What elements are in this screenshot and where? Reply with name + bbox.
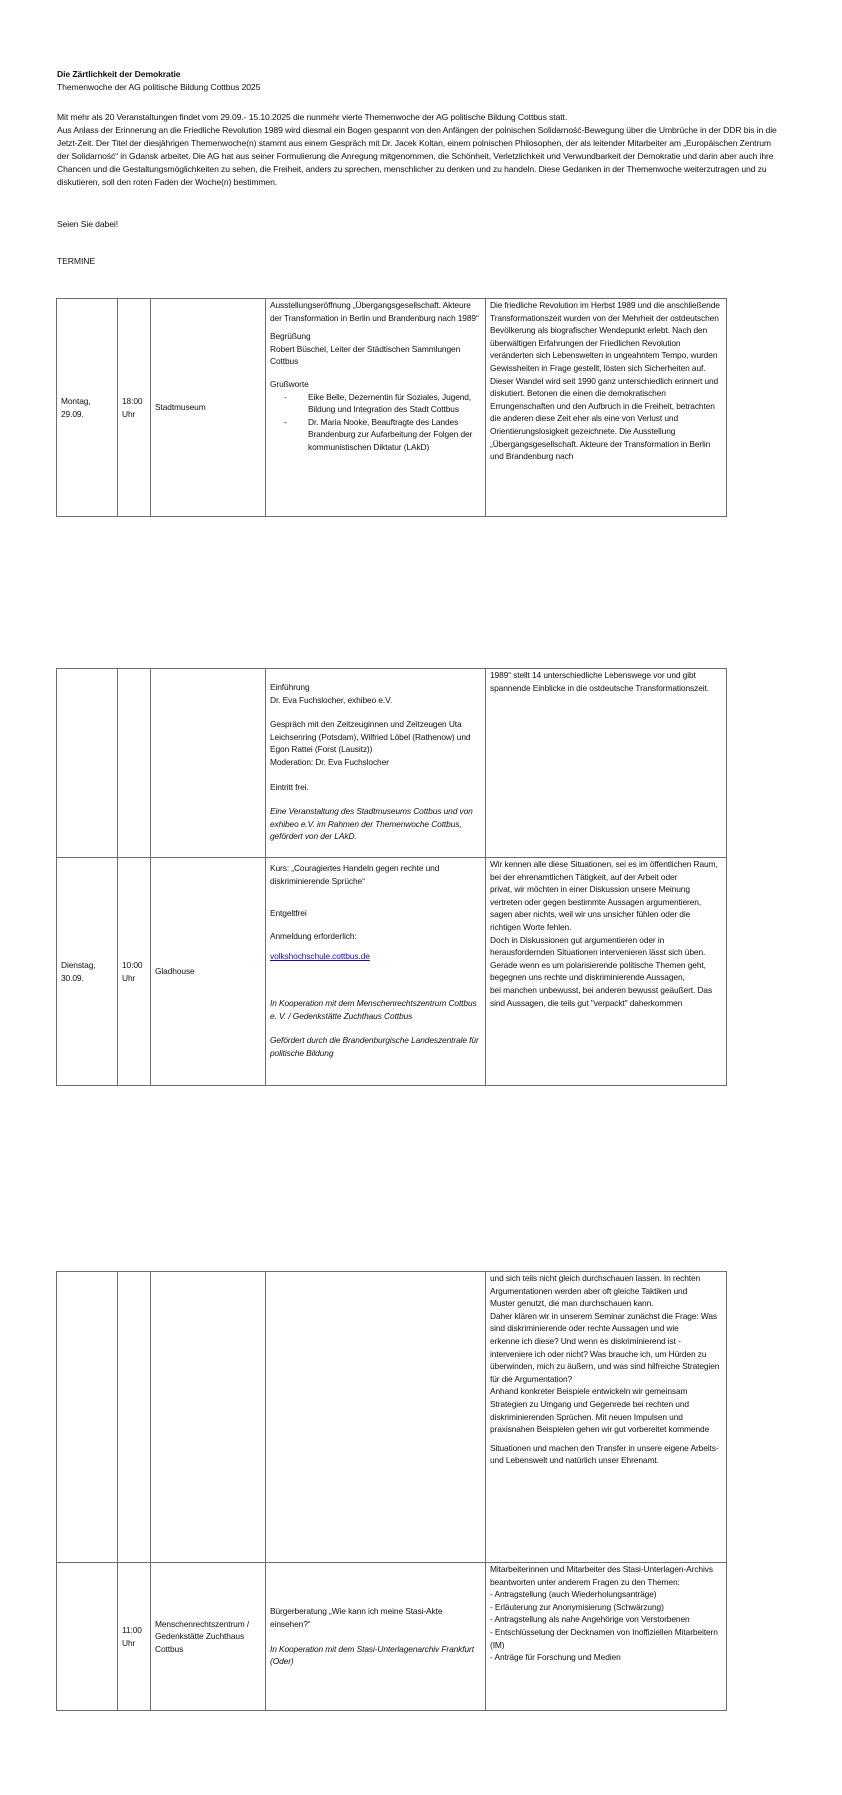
table-row xyxy=(57,1272,727,1563)
event-time: 18:00 Uhr xyxy=(118,299,151,517)
event-title: Ausstellungseröffnung „Übergangsgesellschaft. Akteure der Transformation in Berlin und Brandenburg nach 1989“ xyxy=(270,300,479,323)
event-day: Dienstag, 30.09. xyxy=(57,858,118,1086)
greeting-label: Begrüßung xyxy=(270,331,311,342)
table-row xyxy=(57,669,727,858)
words-label: Grußworte xyxy=(270,378,309,389)
schedule-table-part-2 xyxy=(56,668,727,1086)
event-location-empty xyxy=(151,669,266,858)
event-location: Gladhouse xyxy=(151,858,266,1086)
event-day-empty xyxy=(57,1272,118,1563)
talk-text: Gespräch mit den Zeitzeuginnen und Zeitzeugen Uta Leichsenring (Potsdam), Wilfried Löbel (Rathenow) und Egon Rattei (Forst (Lausitz)) xyxy=(270,719,471,755)
funding-note: Gefördert durch die Brandenburgische Landeszentrale für politische Bildung xyxy=(270,1035,479,1058)
event-title: Kurs: „Couragiertes Handeln gegen rechte und diskriminierende Sprüche“ xyxy=(270,863,440,886)
section-heading-termine: TERMINE xyxy=(57,256,95,266)
moderation-text: Moderation: Dr. Eva Fuchslocher xyxy=(270,756,389,767)
event-location-empty xyxy=(151,1272,266,1563)
intro-person: Dr. Eva Fuchslocher, exhibeo e.V. xyxy=(270,694,393,705)
intro-paragraph: Mit mehr als 20 Veranstaltungen findet vom 29.09.- 15.10.2025 die nunmehr vierte Themenwoche der AG politische Bildung Cottbus statt. Aus Anlass der Erinnerung an die Friedliche Revolution 1989 wird diesmal ein Bogen gespannt von den Anfängen der polnischen Solidarność-Bewegung über die Umbrüche in der DDR bis in die Jetzt-Zeit. Der Titel der diesjährigen Themenwoche(n) stammt aus einem Gespräch mit Dr. Jacek Koltan, einem polnischen Philosophen, der als leitender Mitarbeiter am „Europäischen Zentrum der Solidarność“ in Gdansk arbeitet. Die AG hat aus seiner Formulierung die Anregung mitgenommen, die Schönheit, Verletzlichkeit und Verwundbarkeit der Demokratie und darin aber auch ihre Chancen und die Gestaltungsmöglichkeiten zu sehen, die Freiheit, anders zu sprechen, menschlicher zu denken und zu handeln. Diese Gedanken in der Themenwoche weiterzutragen und zu diskutieren, soll den roten Faden der Woche(n) bestimmen. xyxy=(57,112,777,187)
table-row xyxy=(57,1563,727,1711)
list-item: - Dr. Maria Nooke, Beauftragte des Landes Brandenburg zur Aufarbeitung der Folgen der kommunistischen Diktatur (LAkD) xyxy=(308,416,481,454)
intro-label: Einführung xyxy=(270,682,310,692)
event-description: Die friedliche Revolution im Herbst 1989 und die anschließende Transformationszeit wurden von der Mehrheit der ostdeutschen Bevölkerung als biografischer Wendepunkt erlebt. Nach den überwältigen Erfahrungen der Friedlichen Revolution veränderten sich Lebenswelten in ungeahntem Tempo, wurden Gewissheiten in Frage gestellt, lösten sich Sicherheiten auf. Dieser Wandel wird seit 1990 ganz unterschiedlich erinnert und diskutiert. Betonen die einen die demokratischen Errungenschaften und den Aufbruch in die Freiheit, betrachten die anderen diese Zeit eher als eine von Verlust und Orientierungslosigkeit gezeichnete. Die Ausstellung „Übergangsgesellschaft. Akteure der Transformation in Berlin und Brandenburg nach xyxy=(486,299,727,517)
registration-text: Anmeldung erforderlich: xyxy=(270,930,357,941)
event-details-empty xyxy=(266,1272,486,1563)
document-header xyxy=(57,68,777,94)
document-title: Die Zärtlichkeit der Demokratie xyxy=(57,69,181,79)
event-description xyxy=(486,1272,727,1563)
event-time: 10:00 Uhr xyxy=(118,858,151,1086)
event-details xyxy=(266,1563,486,1711)
schedule-table-part-1 xyxy=(56,298,727,517)
call-to-action: Seien Sie dabei! xyxy=(57,219,118,229)
event-description: Wir kennen alle diese Situationen, sei es im öffentlichen Raum, bei der ehrenamtlichen Tätigkeit, auf der Arbeit oder privat, wir möchten in einer Diskussion unsere Meinung vertreten oder gegen bestimmte Aussagen argumentieren, sagen aber nichts, weil wir uns unsicher fühlen oder die richtigen Worte fehlen. Doch in Diskussionen gut argumentieren oder in herausfordernden Situationen intervenieren lässt sich üben. Gerade wenn es um polarisierende politische Themen geht, begegnen uns rechte und diskriminierende Aussagen, bei manchen unbewusst, bei anderen bewusst geäußert. Das sind Aussagen, die teils gut "verpackt" daherkommen xyxy=(486,858,727,1086)
description-part-3: Situationen und machen den Transfer in unsere eigene Arbeits- und Lebenswelt und natürlich unser Ehrenamt. xyxy=(490,1442,719,1466)
schedule-table-part-3 xyxy=(56,1271,727,1711)
event-details xyxy=(266,669,486,858)
event-time: 11:00 Uhr xyxy=(118,1563,151,1711)
event-location: Stadtmuseum xyxy=(151,299,266,517)
event-day xyxy=(57,1563,118,1711)
event-details xyxy=(266,299,486,517)
document-subtitle: Themenwoche der AG politische Bildung Cottbus 2025 xyxy=(57,82,261,92)
table-row xyxy=(57,299,727,517)
table-row xyxy=(57,858,727,1086)
organizer-note: Eine Veranstaltung des Stadtmuseums Cottbus und von exhibeo e.V. im Rahmen der Themenwoche Cottbus, gefördert von der LAkD. xyxy=(270,806,473,842)
fee-text: Entgeltfrei xyxy=(270,908,307,919)
cooperation-note: In Kooperation mit dem Menschenrechtszentrum Cottbus e. V. / Gedenkstätte Zuchthaus Cottbus xyxy=(270,997,477,1021)
event-location: Menschenrechtszentrum / Gedenkstätte Zuchthaus Cottbus xyxy=(151,1563,266,1711)
event-time-empty xyxy=(118,669,151,858)
greeting-person: Robert Büschel, Leiter der Städtischen Sammlungen Cottbus xyxy=(270,343,461,367)
admission-text: Eintritt frei. xyxy=(270,781,309,792)
event-description: Mitarbeiterinnen und Mitarbeiter des Stasi-Unterlagen-Archivs beantworten unter anderem Fragen zu den Themen: - Antragstellung (auch Wiederholungsanträge) - Erläuterung zur Anonymisierung (Schwärzung) - Antragstellung als nahe Angehörige von Verstorbenen - Entschlüsselung der Decknamen von Inoffiziellen Mitarbeitern (IM) - Anträge für Forschung und Medien xyxy=(486,1563,727,1711)
registration-link[interactable]: volkshochschule.cottbus.de xyxy=(270,951,370,962)
cooperation-note: In Kooperation mit dem Stasi-Unterlagenarchiv Frankfurt (Oder) xyxy=(270,1643,474,1667)
event-details xyxy=(266,858,486,1086)
event-day-empty xyxy=(57,669,118,858)
description-part-2: und sich teils nicht gleich durchschauen lassen. In rechten Argumentationen werden aber oft gleiche Taktiken und Muster genutzt, die man durchschauen kann. Daher klären wir in unserem Seminar zunächst die Frage: Was sind diskriminierende oder rechte Aussagen und wie erkenne ich diese? Und wenn es diskriminierend ist - interveniere ich oder nicht? Was brauche ich, um Hürden zu überwinden, mich zu äußern, und was sind hilfreiche Strategien für die Argumentation? Anhand konkreter Beispiele entwickeln wir gemeinsam Strategien zu Umgang und Gegenrede bei rechten und diskriminierenden Sprüchen. Mit neuen Impulsen und praxisnahen Beispielen gehen wir gut vorbereitet kommende xyxy=(490,1273,720,1435)
event-title: Bürgerberatung „Wie kann ich meine Stasi-Akte einsehen?“ xyxy=(270,1606,443,1629)
event-time-empty xyxy=(118,1272,151,1563)
event-description: 1989“ stellt 14 unterschiedliche Lebenswege vor und gibt spannende Einblicke in die ostdeutsche Transformationszeit. xyxy=(486,669,727,858)
list-item: - Eike Belle, Dezernentin für Soziales, Jugend, Bildung und Integration des Stadt Cottbus xyxy=(308,391,481,416)
words-list xyxy=(270,391,481,454)
event-day: Montag, 29.09. xyxy=(57,299,118,517)
